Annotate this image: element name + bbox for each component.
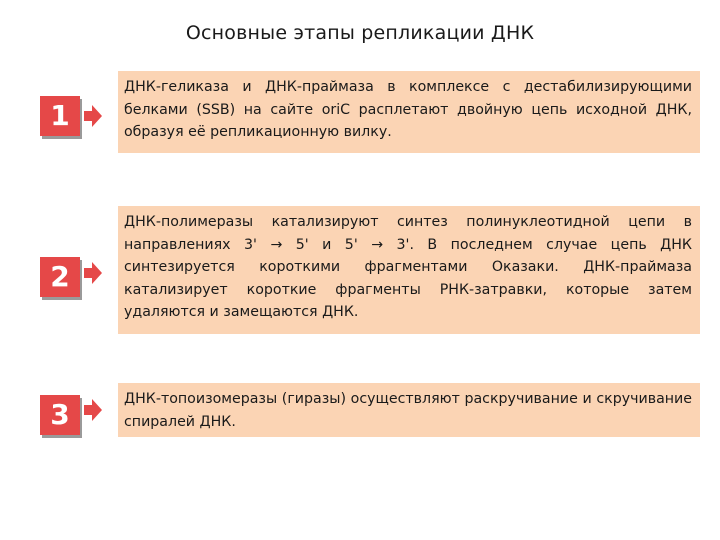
- page-title: Основные этапы репликации ДНК: [185, 22, 535, 44]
- step-1-text: ДНК-геликаза и ДНК-праймаза в комплексе с дестабилизирующими белками (SSB) на сайте oriC расплетают двойную цепь исходной ДНК, образуя её репликационную вилку.: [118, 71, 700, 153]
- right-arrow-icon: [84, 262, 102, 284]
- step-2-text: ДНК-полимеразы катализируют синтез полинуклеотидной цепи в направлениях 3' → 5' и 5' → 3'. В последнем случае цепь ДНК синтезируется короткими фрагментами Оказаки. ДНК-праймаза катализирует короткие фрагменты РНК-затравки, которые затем удаляются и замещаются ДНК.: [118, 206, 700, 334]
- right-arrow-icon: [84, 105, 102, 127]
- step-3-number: 3: [40, 395, 80, 435]
- step-3-text: ДНК-топоизомеразы (гиразы) осуществляют раскручивание и скручивание спиралей ДНК.: [118, 383, 700, 437]
- right-arrow-icon: [84, 399, 102, 421]
- step-1-number: 1: [40, 96, 80, 136]
- step-2-number: 2: [40, 257, 80, 297]
